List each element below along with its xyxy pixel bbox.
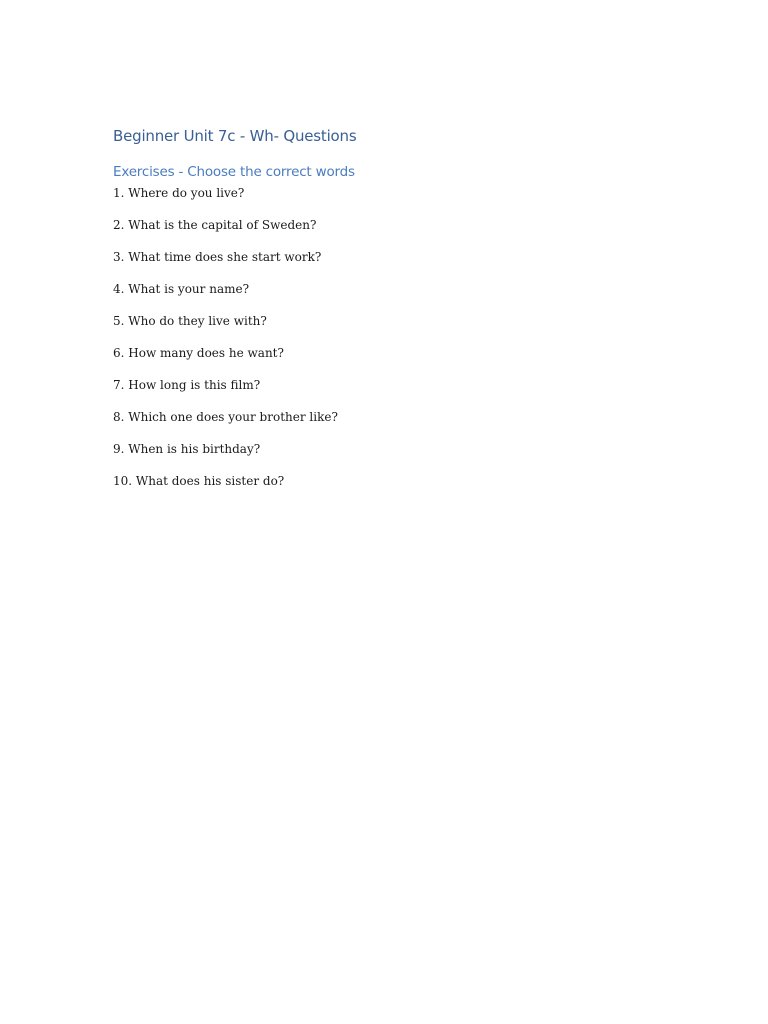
question-list [113, 185, 673, 489]
question-item: 3. What time does she start work? [113, 250, 322, 264]
question-item: 8. Which one does your brother like? [113, 410, 338, 424]
question-item: 2. What is the capital of Sweden? [113, 218, 317, 232]
question-item: 5. Who do they live with? [113, 314, 267, 328]
document-title: Beginner Unit 7c - Wh- Questions [113, 127, 357, 145]
exercise-heading: Exercises - Choose the correct words [113, 164, 355, 180]
question-item: 10. What does his sister do? [113, 474, 285, 488]
question-item: 9. When is his birthday? [113, 442, 261, 456]
question-item: 6. How many does he want? [113, 346, 284, 360]
question-item: 7. How long is this film? [113, 378, 261, 392]
question-item: 1. Where do you live? [113, 186, 245, 200]
document-content [113, 124, 673, 489]
question-item: 4. What is your name? [113, 282, 250, 296]
